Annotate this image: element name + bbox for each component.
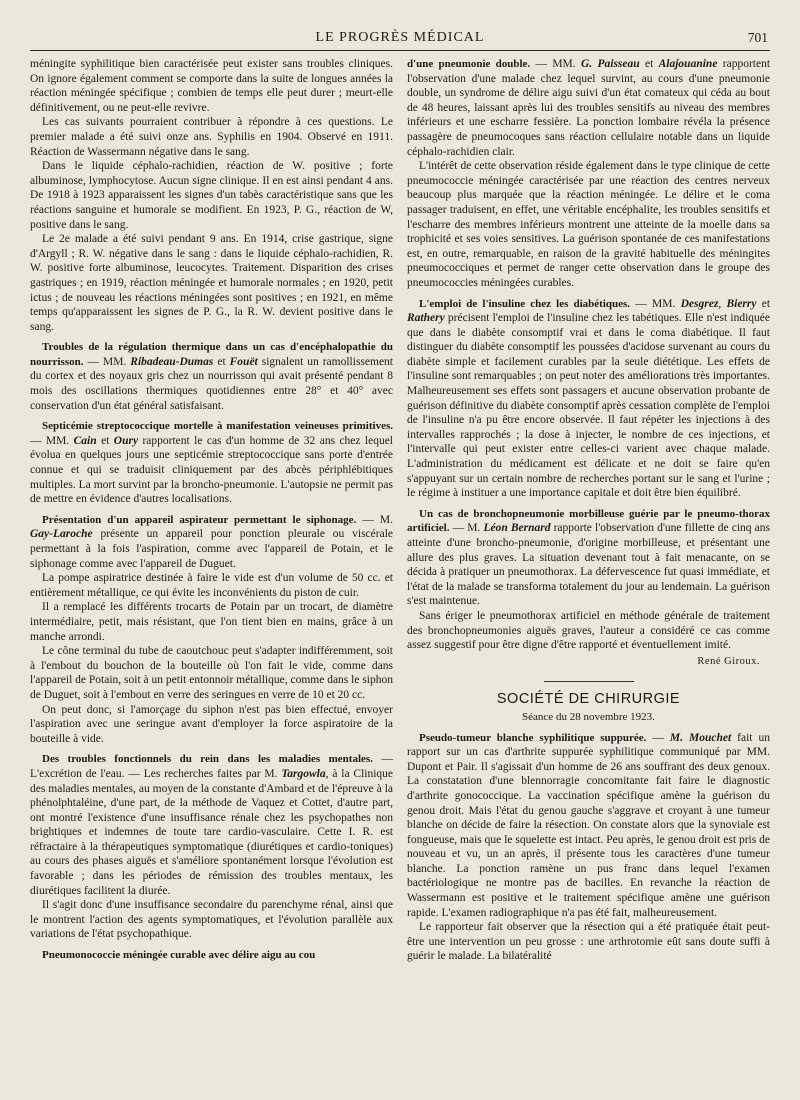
author: Rathery xyxy=(407,312,445,325)
article-thermique: Troubles de la régulation thermique dans un cas d'encéphalopathie du nourrisson. — MM. Ribadeau-Dumas et Fouët signalent un ramollissement du cortex et des noyaux gris chez un nourrisson qui avait présenté pendant 8 mois des oscillations thermiques quotidiennes entre 28° et 40° avec conservation d'un état général satisfaisant. xyxy=(30,341,393,412)
article-text: fait un rapport sur un cas d'arthrite suppurée syphilitique communiqué par MM. Dupont et Pair. Il s'agissait d'un homme de 26 ans souffrant des deux genoux. La constatation d'une blennorragie concomitante fait faire le diagnostic d'arthrite gonococcique. La vaccination spécifique amène la guérison du genou droit. Mais l'état du genou gauche s'aggrave et croyant à une tumeur blanche on décide de faire la résection. On constate alors que la synoviale est fongueuse, mais que le squelette est intact. Peu après, le genou droit est pris de nouveau et vu, un an après, il présente tous les caractères d'une tumeur blanche. La ponction ramène un pus franc dans lequel l'examen bactériologique ne montre pas de bacilles. En revanche la réaction de Wassermann est positive et le traitement spécifique amène une guérison rapide. L'examen radiographique n'a pas été fait, malheureusement. xyxy=(407,731,770,919)
paragraph: L'intérêt de cette observation réside également dans le type clinique de cette pneumococcie méningée caractérisée par une réaction des centres nerveux beaucoup plus marquée que la réaction méningée. Le délire et le coma passager traduisent, en effet, une véritable encéphalite, les troubles sensitifs et l'escharre des membres inférieurs montrent une atteinte de la moelle dans sa trophicité et ses voies sensitives. La guérison spontanée de ces manifestations est, en outre, remarquable, en raison de la gravité habituelle des méningites pneumococciques et permet de ranger cette observation dans le groupe des pneumococcies méningées curables. xyxy=(407,160,770,289)
article-siphonage: Présentation d'un appareil aspirateur permettant le siphonage. — M. Gay-Laroche présente un appareil pour ponction pleurale ou viscérale permettant à la fois l'aspiration, comme avec l'appareil de Potain, et le siphonage comme avec l'appareil de Duguet. xyxy=(30,513,393,570)
article-rein: Des troubles fonctionnels du rein dans les maladies mentales. — L'excrétion de l'eau. — Les recherches faites par M. Targowla, à la Clinique des maladies mentales, au moyen de la constante d'Ambard et de l'épreuve à la phénolphtaléine, d'une part, de la méthode de Vaquez et Cottet, d'autre part, ont montré l'existence d'une insuffisance rénale chez les psychopathes non brightiques et indemnes de toute tare cardio-vasculaire. Cette I. R. est réfractaire à la thérapeutiques symptomatique (diurétiques et cardio-toniques) au cours des phases aiguës et s'améliore spontanément lorsque l'évolution est favorable ; dans les périodes de rémission des troubles mentaux, les diurétiques facilitent la diurée. xyxy=(30,753,394,897)
article-insuline: L'emploi de l'insuline chez les diabétiques. — MM. Desgrez, Bierry et Rathery précisent l'emploi de l'insuline chez les tabétiques. Elle n'est indiquée que dans le diabète consomptif vrai et dans le coma diabétique. Il faut distinguer du diabète consomptif les poussées d'acidose survenant au cours du diabète simple et facilement curables par la seule diététique. Les effets de l'insuline sont remarquables ; on peut noter des améliorations très importantes. Malheureusement ses effets sont passagers et aucune observation probante de guérison définitive du diabète consomptif après cessation complète de l'emploi de l'insuline n'a pu être encore observée. Il faut répéter les injections à des intervalles rapprochés ; la dose à injecter, le nombre de ces injections, et l'intervalle qui peut exister entre celles-ci varient avec chaque malade. L'administration du médicament est délicate et ne doit se faire qu'en s'appuyant sur un certain nombre de recherches portant sur le sang et l'urine ; le régime à instituer a une importance capitale et doit être bien équilibré. xyxy=(407,297,771,500)
page-number: 701 xyxy=(747,30,768,45)
author: Oury xyxy=(113,434,139,447)
author: Fouët xyxy=(229,355,258,368)
section-divider xyxy=(544,681,634,682)
author: Cain xyxy=(73,434,97,447)
article-title: d'une pneumonie double. xyxy=(407,58,531,70)
article-title: Des troubles fonctionnels du rein dans les maladies mentales. xyxy=(42,753,373,766)
article-title: Septicémie streptococcique mortelle à manifestation veineuses primitives. xyxy=(42,420,393,433)
article-title: Un cas de bronchopneumonie morbilleuse guérie par le pneumo-thorax artificiel. xyxy=(407,507,770,535)
article-title: L'emploi de l'insuline chez les diabétiques. xyxy=(419,297,631,310)
author: Targowla xyxy=(281,767,326,780)
paragraph: Les cas suivants pourraient contribuer à répondre à ces questions. Le premier malade a été suivi onze ans. Syphilis en 1904. Observé en 1911. Réaction de Wassermann négative dans le sang. xyxy=(30,116,393,158)
article-text: à la Clinique des maladies mentales, au moyen de la constante d'Ambard et de l'épreuve à la phénolphtaléine, d'une part, de la méthode de Vaquez et Cottet, d'autre part, ont montré l'existence d'une insuffisance rénale chez les psychopathes non brightiques et indemnes de toute tare cardio-vasculaire. Cette I. R. est réfractaire à la thérapeutiques symptomatique (diurétiques et cardio-toniques) au cours des phases aiguës et s'améliore spontanément lorsque l'évolution est favorable ; dans les périodes de rémission des troubles mentaux, les diurétiques facilitent la diurée. xyxy=(30,767,394,897)
author: M. Mouchet xyxy=(669,731,732,744)
paragraph: On peut donc, si l'amorçage du siphon n'est pas bien effectué, envoyer l'aspiration avec une seringue avant d'employer la force aspiratoire de la bouteille à vide. xyxy=(30,703,393,745)
author: Alajouanine xyxy=(658,58,718,70)
paragraph: Le rapporteur fait observer que la résection qui a été pratiquée était peut-être une intervention un peu grosse : une arthrotomie eût sans doute suffi à guérir le malade. La bilatéralité xyxy=(407,921,770,963)
paragraph: Le cône terminal du tube de caoutchouc peut s'adapter indifféremment, soit à l'embout du bouchon de la bouteille où l'on fait le vide, comme dans l'appareil de Potain, soit à un petit entonnoir métallique, comme dans le siphon de Duguet, soit à l'embout en verre des seringues en verre de 10 et 20 cc. xyxy=(30,645,393,701)
article-pseudo-tumeur: Pseudo-tumeur blanche syphilitique suppurée. — M. Mouchet fait un rapport sur un cas d'arthrite suppurée syphilitique communiqué par MM. Dupont et Pair. Il s'agissait d'un homme de 26 ans souffrant des deux genoux. La constatation d'une blennorragie concomitante fait faire le diagnostic d'arthrite gonococcique. La vaccination spécifique amène la guérison du genou droit. Mais l'état du genou gauche s'aggrave et croyant à une tumeur blanche on décide de faire la résection. On constate alors que la synoviale est fongueuse, mais que le squelette est intact. Peu après, le genou droit est pris de nouveau et vu, un an après, il présente tous les caractères d'une tumeur blanche. La ponction ramène un pus franc dans lequel l'examen bactériologique ne montre pas de bacilles. En revanche la réaction de Wassermann est positive et le traitement spécifique amène une guérison rapide. L'examen radiographique n'a pas été fait, malheureusement. xyxy=(407,731,770,919)
article-title: Pneumonococcie méningée curable avec délire aigu au cou xyxy=(42,949,316,962)
article-title: Pseudo-tumeur blanche syphilitique suppurée. xyxy=(419,731,647,744)
article-text: présente un appareil pour ponction pleurale ou viscérale permettant à la fois l'aspiration, comme avec l'appareil de Potain, et le siphonage comme avec l'appareil de Duguet. xyxy=(30,528,393,570)
article-subtitle: L'excrétion de l'eau. xyxy=(30,767,125,780)
paragraph: Le 2e malade a été suivi pendant 9 ans. En 1914, crise gastrique, signe d'Argyll ; R. W. négative dans le sang : dans le liquide céphalo-rachidien, R. W. positive forte albuminose, leucocytes. Traitement. Disparition des crises gastriques ; en 1919, réaction méningée et humorale normales ; en 1920, petit ictus ; de nouveau les réactions méningées sont positives ; en 1921, en même temps qu'apparaissent les signes de P. G., la R. W. devient positive dans le sang. xyxy=(30,233,393,333)
author: Gay-Laroche xyxy=(30,528,93,541)
paragraph: Il s'agit donc d'une insuffisance secondaire du parenchyme rénal, ainsi que le montrent l'action des agents symptomatiques, et l'évolution parallèle aux variations de l'état psychopathique. xyxy=(30,899,393,941)
author: Bierry xyxy=(726,297,757,310)
paragraph: méningite syphilitique bien caractérisée peut exister sans troubles cliniques. On ignore également comment se comporte dans la suite de longues années la réaction méningée spécifique ; combien de temps elle peut durer ; meurt-elle définitivement, ou ne peut-elle revivre. xyxy=(30,58,393,114)
paragraph: Sans ériger le pneumothorax artificiel en méthode générale de traitement des bronchopneumonies aiguës graves, l'auteur a considéré ce cas comme assez suggestif pour être digne d'être rapporté et éventuellement imité. xyxy=(407,609,770,652)
article-pneumococcie xyxy=(30,948,393,963)
paragraph: Dans le liquide céphalo-rachidien, réaction de W. positive ; forte albuminose, lymphocytose. Aucun signe clinique. Il en est ainsi pendant 4 ans. De 1918 à 1923 apparaissent les signes d'un tabès caractéristique sans que les réactions sanguine et humorale se modifient. En 1923, P. G., réaction de W, positive dans le sang. xyxy=(30,160,393,231)
article-pneumococcie-cont: d'une pneumonie double. — MM. G. Paisseau et Alajouanine rapportent l'observation d'une malade chez lequel survint, au cours d'une pneumonie double, un syndrome de délire aigu suivi d'un état comateux qui céda au bout de 48 heures, laissant après lui des troubles sensitifs au niveau des membres inférieurs et une escharre fessière. La ponction lombaire révéla la présence passagère de pneumocoques sans réaction cellulaire notable dans un liquide céphalo-rachidien clair. xyxy=(407,58,771,158)
two-column-body xyxy=(30,57,770,964)
article-text: précisent l'emploi de l'insuline chez les tabétiques. Elle n'est indiquée que dans le diabète consomptif vrai et dans le coma diabétique. Il faut distinguer du diabète consomptif les poussées d'acidose survenant au cours du diabète simple et facilement curables par la seule diététique. Les effets de l'insuline sont remarquables ; on peut noter des améliorations très importantes. Malheureusement ses effets sont passagers et aucune observation probante de guérison définitive du diabète consomptif après cessation complète de l'emploi de l'insuline n'a pu être encore observée. Il faut répéter les injections à des intervalles rapprochés ; la dose à injecter, le nombre de ces injections, et l'intervalle qui peut exister entre celles-ci varient avec chaque malade. L'administration du médicament est délicate et ne doit se faire qu'en s'appuyant sur un certain nombre de recherches portant sur le sang et l'urine ; le régime à instituer a une importance capitale et doit être bien équilibré. xyxy=(407,312,770,500)
author: G. Paisseau xyxy=(580,58,640,70)
session-date: Séance du 28 novembre 1923. xyxy=(522,710,655,723)
paragraph: La pompe aspiratrice destinée à faire le vide est d'un volume de 50 cc. et entièrement métallique, ce qui évite les inconvénients du piston de cuir. xyxy=(30,572,393,599)
right-column xyxy=(407,57,770,964)
article-text: rapportent le cas d'un homme de 32 ans chez lequel évolua en quelques jours une septicémie streptococcique sans porte d'entrée connue et qui se traduisit cliniquement par des abcès périphlébitiques multiples. La mort survint par la broncho-pneumonie. L'autopsie ne permit pas de mettre en évidence d'autres localisations. xyxy=(30,434,394,506)
signature: René Giroux. xyxy=(697,655,760,667)
left-column xyxy=(30,57,393,964)
article-text: rapporte l'observation d'une fillette de cinq ans atteinte d'une broncho-pneumonie, d'origine morbilleuse, et présentant une allure des plus graves. La situation devenant tout à fait menacante, on se décida à pratiquer un pneumothorax. La défervescence fut quasi immédiate, et l'état de la malade se transforma totalement du jour au lendemain. La guérison s'est maintenue. xyxy=(407,522,770,608)
article-text: rapportent l'observation d'une malade chez lequel survint, au cours d'une pneumonie double, un syndrome de délire aigu suivi d'un état comateux qui céda au bout de 48 heures, laissant après lui des troubles sensitifs au niveau des membres inférieurs et une escharre fessière. La ponction lombaire révéla la présence passagère de pneumocoques sans réaction cellulaire notable dans un liquide céphalo-rachidien clair. xyxy=(407,58,771,158)
article-title: Troubles de la régulation thermique dans un cas d'encéphalopathie du nourrisson. xyxy=(30,341,393,368)
article-title: Présentation d'un appareil aspirateur permettant le siphonage. xyxy=(42,513,357,526)
author: Ribadeau-Dumas xyxy=(130,355,214,368)
article-septicemie: Septicémie streptococcique mortelle à manifestation veineuses primitives. — MM. Cain et Oury rapportent le cas d'un homme de 32 ans chez lequel évolua en quelques jours une septicémie streptococcique sans porte d'entrée connue et qui se traduisit cliniquement par des abcès périphlébitiques multiples. La mort survint par la broncho-pneumonie. L'autopsie ne permit pas de mettre en évidence d'autres localisations. xyxy=(30,420,394,506)
society-heading: SOCIÉTÉ DE CHIRURGIE xyxy=(496,691,681,708)
paragraph: Il a remplacé les différents trocarts de Potain par un trocart, de diamètre intermédiaire, petit, mais résistant, que l'on tient bien en mains, grâce à un manche arrondi. xyxy=(30,601,393,643)
journal-title: LE PROGRÈS MÉDICAL xyxy=(315,30,485,45)
author: Léon Bernard xyxy=(483,522,551,535)
article-bronchopneumonie: Un cas de bronchopneumonie morbilleuse guérie par le pneumo-thorax artificiel. — M. Léon Bernard rapporte l'observation d'une fillette de cinq ans atteinte d'une broncho-pneumonie, d'origine morbilleuse, et présentant une allure des plus graves. La situation devenant tout à fait menacante, on se décida à pratiquer un pneumothorax. La défervescence fut quasi immédiate, et l'état de la malade se transforma totalement du jour au lendemain. La guérison s'est maintenue. xyxy=(407,507,770,608)
author: Desgrez xyxy=(680,297,719,310)
article-text: signalent un ramollissement du cortex et des noyaux gris chez un nourrisson qui avait présenté pendant 8 mois des oscillations thermiques quotidiennes entre 28° et 40° avec conservation d'un état général satisfaisant. xyxy=(30,355,393,412)
page-header xyxy=(30,28,770,51)
